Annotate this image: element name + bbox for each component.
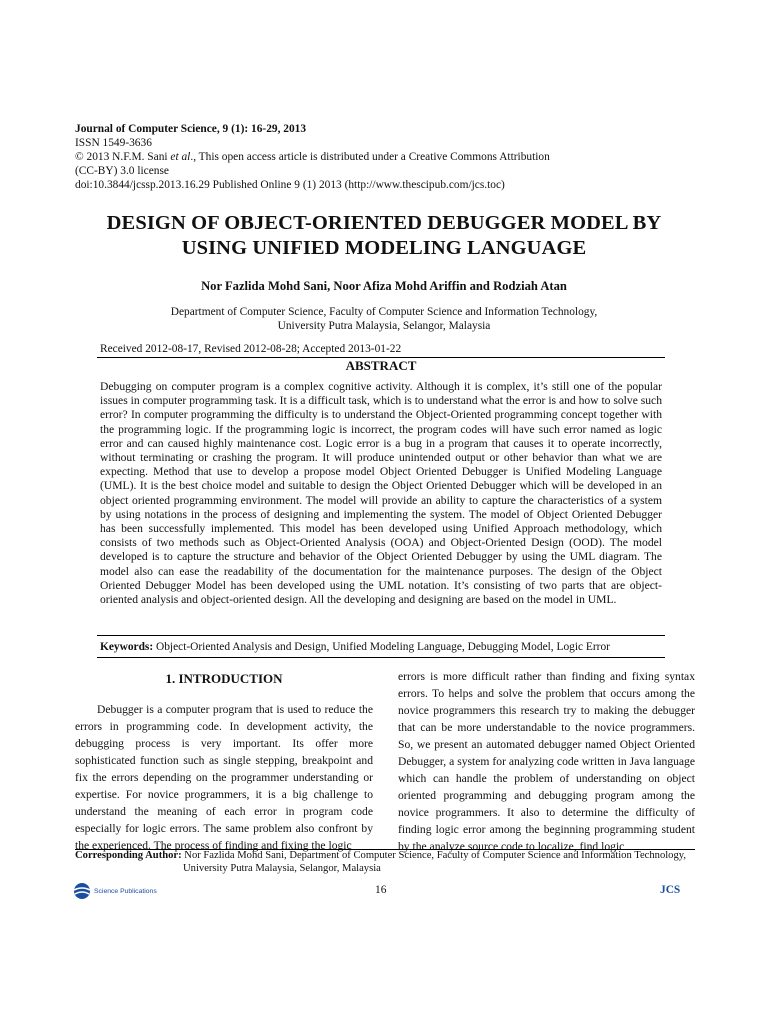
abstract-heading: ABSTRACT	[345, 358, 417, 373]
affiliation: Department of Computer Science, Faculty of Computer Science and Information Technology, University Putra Malaysia, Selangor, Malaysia	[170, 306, 598, 332]
abstract-text: Debugging on computer program is a complex cognitive activity. Although it is complex, it’s still one of the popular issues in computer programming task. It is a difficult task, which is to understand what the error is and how to solve such error? In computer programming the difficulty is to understand the Object-Oriented programming concept together with the programming logic. If the programming logic is incorrect, the program codes will have such error named as logic error and can caused highly maintenance cost. Logic error is a bug in a program that causes it to operate incorrectly, without terminating or crashing the program. It will produce unintended output or other behavior than what we are expecting. Method that use to develop a propose model Object Oriented Debugger is Unified Modeling Language (UML). It is the best choice model and suitable to design the Object Oriented Debugger which will be developed in an object oriented programming environment. The model will provide an ability to capture the characteristics of a system by using notations in the process of designing and implementing the system. The model of Object Oriented Debugger has been successfully implemented. This model has been developed using Unified Approach methodology, which consists of two methods such as Object-Oriented Analysis (OOA) and Object-Oriented Design (OOD). The model developed is to capture the structure and behavior of the Object Oriented Debugger by using the UML diagram. The model also can ease the readability of the documentation for the maintenance purposes. The design of the Object Oriented Debugger Model has been developed using the UML notation. It’s consisting of two parts that are object-oriented analysis and object-oriented design. All the developing and designing are based on the model in UML.	[100, 380, 662, 607]
divider	[97, 635, 665, 636]
publisher-name: Science Publications	[94, 887, 157, 895]
publisher-logo	[72, 880, 157, 902]
intro-left-column	[75, 670, 373, 854]
journal-abbreviation: JCS	[660, 884, 681, 896]
paper-title: DESIGN OF OBJECT-ORIENTED DEBUGGER MODEL BY USING UNIFIED MODELING LANGUAGE	[106, 212, 662, 259]
keywords: Keywords: Object-Oriented Analysis and Design, Unified Modeling Language, Debugging Model, Logic Error	[100, 641, 610, 653]
authors: Nor Fazlida Mohd Sani, Noor Afiza Mohd Ariffin and Rodziah Atan	[201, 279, 567, 293]
section-heading: 1. INTRODUCTION	[165, 671, 283, 686]
doi-line[interactable]: doi:10.3844/jcssp.2013.16.29 Published Online 9 (1) 2013 (http://www.thescipub.com/jcs.toc)	[75, 179, 505, 191]
divider	[97, 657, 665, 658]
license: (CC-BY) 3.0 license	[75, 165, 169, 177]
intro-paragraph-continued: errors is more difficult rather than finding and fixing syntax errors. To helps and solve the problem that occurs among the novice programmers this research try to making the debugger that can be more understandable to the novice programmers. So, we present an automated debugger named Object Oriented Debugger, a system for analyzing code written in Java language which can handle the problem of understanding on object oriented programming and debugging program among the novice programmers. It also to determine the difficulty of finding logic error among the beginning programming student by the analyze source code to localize, find logic	[398, 670, 695, 853]
copyright-line: © 2013 N.F.M. Sani et al., This open access article is distributed under a Creative Commons Attribution	[75, 151, 550, 163]
received-dates: Received 2012-08-17, Revised 2012-08-28; Accepted 2013-01-22	[100, 343, 402, 355]
issn: ISSN 1549-3636	[75, 137, 152, 149]
journal-header	[75, 122, 695, 192]
corresponding-author: Corresponding Author: Nor Fazlida Mohd Sani, Department of Computer Science, Faculty of Computer Science and Information Technology, University Putra Malaysia, Selangor, Malaysia	[75, 850, 687, 874]
page-number: 16	[375, 884, 387, 896]
journal-citation: Journal of Computer Science, 9 (1): 16-29, 2013	[75, 123, 307, 135]
globe-icon	[72, 881, 92, 901]
intro-paragraph: Debugger is a computer program that is used to reduce the errors in programming code. In development activity, the debugging process is very important. Its offer more sophisticated function such as single stepping, breakpoint and fix the errors depending on the programmer understanding or expertise. For novice programmers, it is a big challenge to understand the meaning of each error in program code especially for logic errors. The same problem also confront by the experienced. The process of finding and fixing the logic	[75, 703, 373, 852]
intro-right-column	[398, 668, 695, 855]
